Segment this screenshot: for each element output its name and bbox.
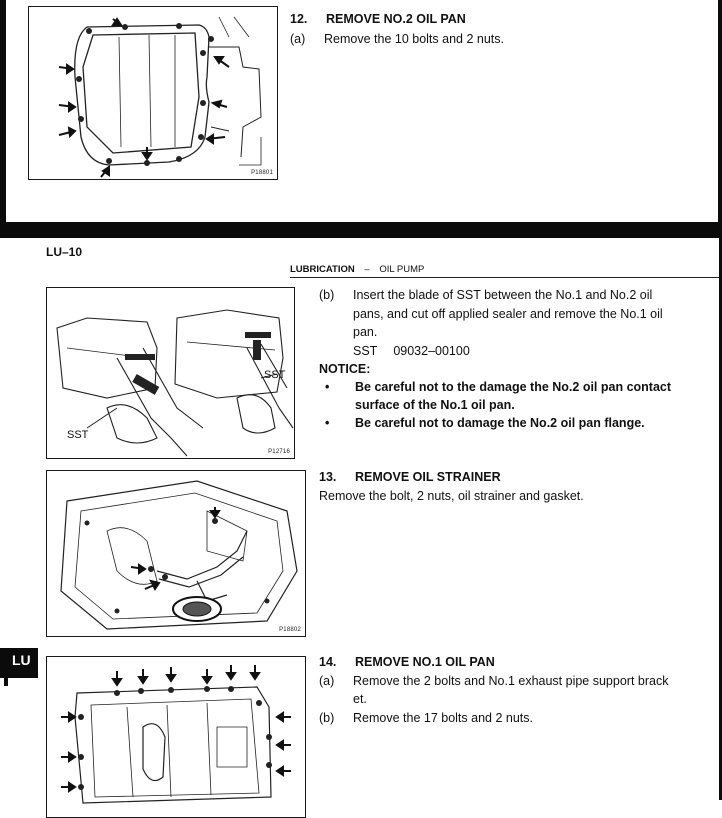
figure-code: P18802 bbox=[279, 627, 301, 633]
page-separator-band bbox=[0, 222, 722, 238]
notice-1-line1: • Be careful not to the damage the No.2 oil pan contact bbox=[325, 380, 672, 394]
notice-1-line2: surface of the No.1 oil pan. bbox=[355, 398, 515, 412]
step-13-text: Remove the bolt, 2 nuts, oil strainer and gasket. bbox=[319, 489, 584, 503]
step-12b-line2: pans, and cut off applied sealer and remove the No.1 oil bbox=[353, 307, 663, 321]
scan-edge-left bbox=[0, 0, 6, 238]
notice-heading: NOTICE: bbox=[319, 362, 371, 376]
section-tab-lu: LU bbox=[0, 648, 38, 678]
figure-sst-cut-sealer bbox=[46, 287, 295, 459]
running-header: LUBRICATION – OIL PUMP bbox=[290, 264, 425, 275]
step-12a: (a) Remove the 10 bolts and 2 nuts. bbox=[290, 32, 504, 46]
step-12-title: REMOVE NO.2 OIL PAN bbox=[326, 12, 466, 26]
sst-reference: SST 09032–00100 bbox=[353, 344, 470, 358]
scan-edge-right-top bbox=[718, 0, 722, 238]
step-14b: (b) Remove the 17 bolts and 2 nuts. bbox=[319, 711, 533, 725]
step-14-title: REMOVE NO.1 OIL PAN bbox=[355, 655, 495, 669]
step-14a-line1: (a) Remove the 2 bolts and No.1 exhaust pipe support brack bbox=[319, 674, 669, 688]
step-12a-text: Remove the 10 bolts and 2 nuts. bbox=[324, 32, 504, 46]
step-13-heading: 13. REMOVE OIL STRAINER bbox=[319, 470, 501, 484]
figure-label-sst-right: SST bbox=[264, 369, 286, 381]
no1-oil-pan-drawing bbox=[47, 657, 305, 817]
step-13-title: REMOVE OIL STRAINER bbox=[355, 470, 501, 484]
figure-no2-oil-pan bbox=[28, 6, 278, 180]
figure-no1-oil-pan bbox=[46, 656, 306, 818]
notice-2: • Be careful not to damage the No.2 oil pan flange. bbox=[325, 416, 645, 430]
no2-oil-pan-drawing bbox=[29, 7, 277, 179]
step-14-heading: 14. REMOVE NO.1 OIL PAN bbox=[319, 655, 495, 669]
figure-oil-strainer bbox=[46, 470, 306, 637]
step-12-heading: 12. REMOVE NO.2 OIL PAN bbox=[290, 12, 466, 26]
oil-strainer-drawing bbox=[47, 471, 305, 636]
section-tab-tail bbox=[4, 672, 8, 686]
figure-code: P12716 bbox=[268, 449, 290, 455]
page-id: LU–10 bbox=[46, 245, 83, 259]
figure-label-sst-left: SST bbox=[67, 429, 89, 441]
step-14a-line2: et. bbox=[353, 692, 367, 706]
step-12b-line1: (b) Insert the blade of SST between the No.1 and No.2 oil bbox=[319, 288, 653, 302]
figure-code: P18801 bbox=[251, 170, 273, 176]
step-12b-line3: pan. bbox=[353, 325, 378, 339]
header-rule bbox=[290, 277, 719, 278]
